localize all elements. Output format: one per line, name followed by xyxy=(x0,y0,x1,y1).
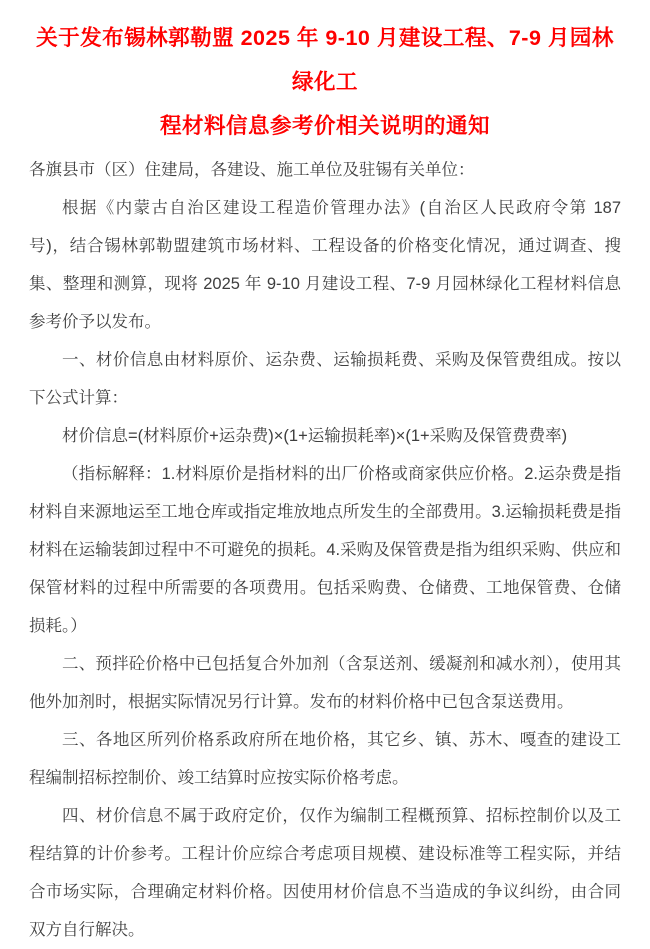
definitions-paragraph: （指标解释：1.材料原价是指材料的出厂价格或商家供应价格。2.运杂费是指材料自来源地运至工地仓库或指定堆放地点所发生的全部费用。3.运输损耗费是指材料在运输装卸过程中不可避免的损耗。4.采购及保管费是指为组织采购、供应和保管材料的过程中所需要的各项费用。包括采购费、仓储费、工地保管费、仓储损耗。） xyxy=(29,465,621,635)
title-line-1: 关于发布锡林郭勒盟 2025 年 9-10 月建设工程、7-9 月园林绿化工 xyxy=(36,26,614,94)
salutation-line: 各旗县市（区）住建局，各建设、施工单位及驻锡有关单位： xyxy=(29,161,475,179)
item-1-paragraph: 一、材价信息由材料原价、运杂费、运输损耗费、采购及保管费组成。按以下公式计算： xyxy=(29,351,621,407)
intro-paragraph: 根据《内蒙古自治区建设工程造价管理办法》(自治区人民政府令第 187 号)，结合锡林郭勒盟建筑市场材料、工程设备的价格变化情况，通过调查、搜集、整理和测算，现将 2025 年 9-10 月建设工程、7-9 月园林绿化工程材料信息参考价予以发布。 xyxy=(29,199,621,331)
notice-title xyxy=(29,16,621,148)
formula-line: 材价信息=(材料原价+运杂费)×(1+运输损耗率)×(1+采购及保管费费率) xyxy=(62,427,568,445)
item-4-paragraph: 四、材价信息不属于政府定价，仅作为编制工程概预算、招标控制价以及工程结算的计价参考。工程计价应综合考虑项目规模、建设标准等工程实际，并结合市场实际，合理确定材料价格。因使用材价信息不当造成的争议纠纷，由合同双方自行解决。 xyxy=(29,807,621,939)
notice-body xyxy=(29,151,621,949)
item-3-paragraph: 三、各地区所列价格系政府所在地价格，其它乡、镇、苏木、嘎查的建设工程编制招标控制价、竣工结算时应按实际价格考虑。 xyxy=(29,731,621,787)
item-2-paragraph: 二、预拌砼价格中已包括复合外加剂（含泵送剂、缓凝剂和减水剂），使用其他外加剂时，根据实际情况另行计算。发布的材料价格中已包含泵送费用。 xyxy=(29,655,621,711)
title-line-2: 程材料信息参考价相关说明的通知 xyxy=(159,114,490,138)
